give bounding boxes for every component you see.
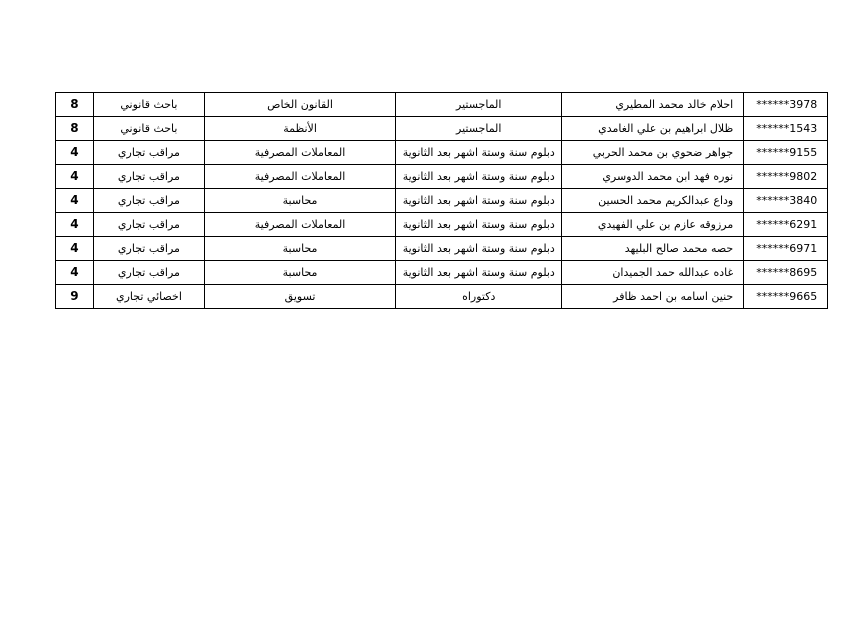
id-cell: ******9155 [744,141,828,165]
rank-cell: 9 [56,285,94,309]
specialization-cell: تسويق [205,285,396,309]
qualification-cell: دبلوم سنة وستة اشهر بعد الثانوية [396,189,562,213]
table-row [56,285,828,309]
job-title-cell: اخصائي تجاري [93,285,204,309]
specialization-cell: محاسبة [205,261,396,285]
qualification-cell: دبلوم سنة وستة اشهر بعد الثانوية [396,165,562,189]
id-cell: ******3978 [744,93,828,117]
table-row [56,189,828,213]
specialization-cell: المعاملات المصرفية [205,141,396,165]
table-row [56,213,828,237]
rank-cell: 4 [56,165,94,189]
name-cell: حنين اسامه بن احمد ظافر [562,285,744,309]
name-cell: احلام خالد محمد المطيري [562,93,744,117]
id-cell: ******9665 [744,285,828,309]
rank-cell: 4 [56,213,94,237]
job-title-cell: مراقب تجاري [93,213,204,237]
qualification-cell: دبلوم سنة وستة اشهر بعد الثانوية [396,261,562,285]
table-row [56,165,828,189]
id-cell: ******6971 [744,237,828,261]
id-cell: ******3840 [744,189,828,213]
table-row [56,117,828,141]
specialization-cell: محاسبة [205,189,396,213]
qualification-cell: دبلوم سنة وستة اشهر بعد الثانوية [396,213,562,237]
id-cell: ******1543 [744,117,828,141]
rank-cell: 4 [56,141,94,165]
candidates-table [55,92,828,309]
job-title-cell: مراقب تجاري [93,261,204,285]
qualification-cell: دبلوم سنة وستة اشهر بعد الثانوية [396,237,562,261]
rank-cell: 4 [56,237,94,261]
specialization-cell: القانون الخاص [205,93,396,117]
table-row [56,237,828,261]
qualification-cell: الماجستير [396,117,562,141]
rank-cell: 8 [56,117,94,141]
job-title-cell: باحث قانوني [93,93,204,117]
job-title-cell: مراقب تجاري [93,165,204,189]
qualification-cell: دبلوم سنة وستة اشهر بعد الثانوية [396,141,562,165]
rank-cell: 4 [56,189,94,213]
specialization-cell: محاسبة [205,237,396,261]
name-cell: ظلال ابراهيم بن علي الغامدي [562,117,744,141]
name-cell: جواهر ضحوي بن محمد الحربي [562,141,744,165]
id-cell: ******8695 [744,261,828,285]
name-cell: حصه محمد صالح البليهد [562,237,744,261]
qualification-cell: الماجستير [396,93,562,117]
qualification-cell: دكتوراه [396,285,562,309]
id-cell: ******6291 [744,213,828,237]
name-cell: نوره فهد ابن محمد الدوسري [562,165,744,189]
id-cell: ******9802 [744,165,828,189]
table-row [56,261,828,285]
rank-cell: 4 [56,261,94,285]
job-title-cell: مراقب تجاري [93,189,204,213]
specialization-cell: المعاملات المصرفية [205,213,396,237]
name-cell: مرزوقه عازم بن علي الفهيدي [562,213,744,237]
job-title-cell: مراقب تجاري [93,237,204,261]
table-row [56,93,828,117]
specialization-cell: الأنظمة [205,117,396,141]
job-title-cell: باحث قانوني [93,117,204,141]
name-cell: وداع عبدالكريم محمد الحسين [562,189,744,213]
table-row [56,141,828,165]
specialization-cell: المعاملات المصرفية [205,165,396,189]
table-body [56,93,828,309]
rank-cell: 8 [56,93,94,117]
job-title-cell: مراقب تجاري [93,141,204,165]
name-cell: غاده عبدالله حمد الجميدان [562,261,744,285]
